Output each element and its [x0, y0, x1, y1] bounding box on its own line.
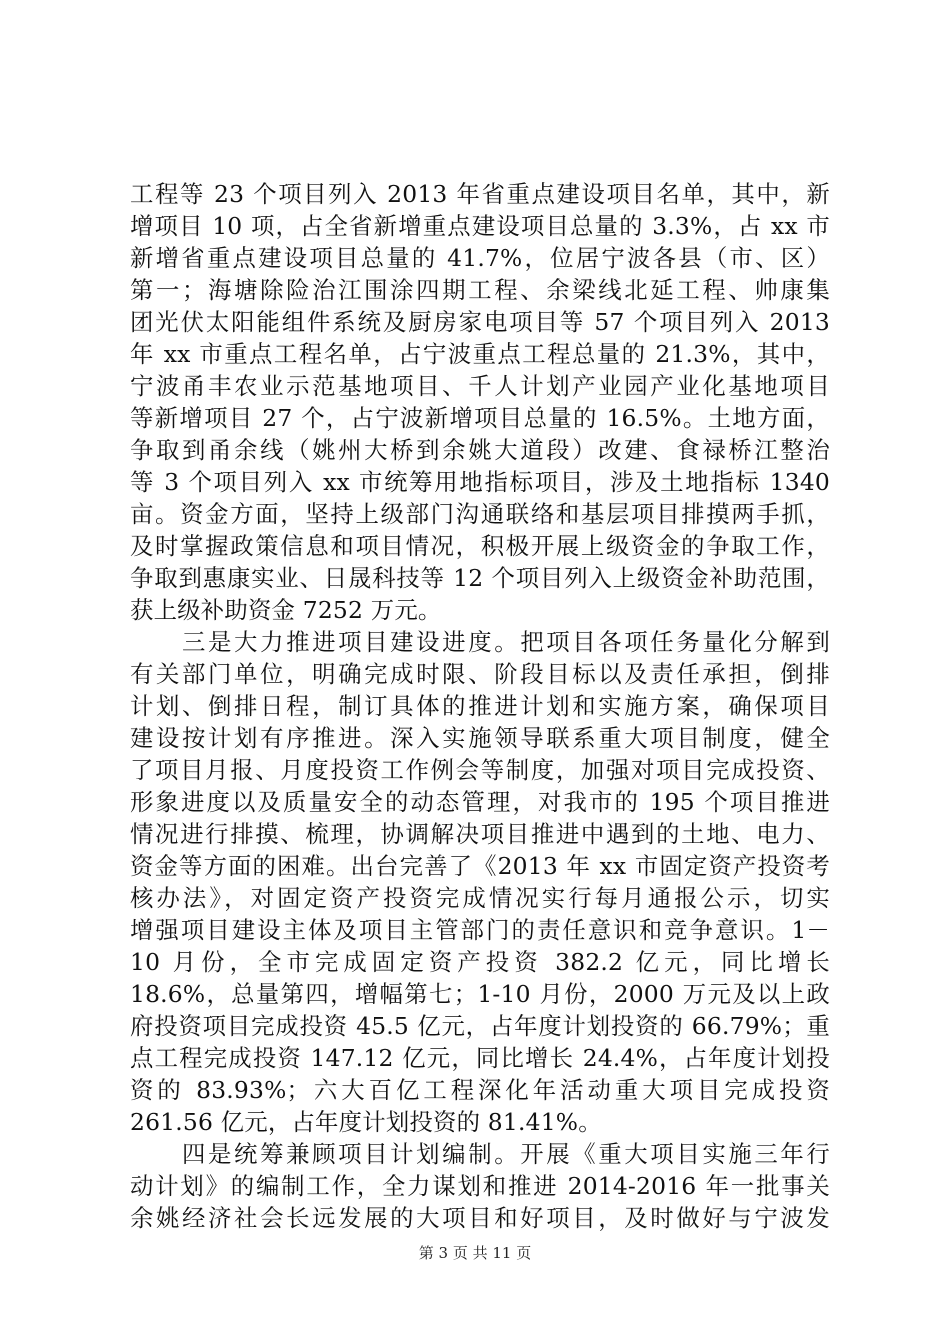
- text-line: 及时掌握政策信息和项目情况，积极开展上级资金的争取工作，: [130, 532, 830, 560]
- text-line: 261.56 亿元，占年度计划投资的 81.41%。: [130, 1108, 602, 1136]
- text-line: 工程等 23 个项目列入 2013 年省重点建设项目名单，其中，新: [130, 180, 830, 208]
- text-line: 年 xx 市重点工程名单，占宁波重点工程总量的 21.3%，其中，: [130, 340, 830, 368]
- text-line: 点工程完成投资 147.12 亿元，同比增长 24.4%，占年度计划投: [130, 1044, 830, 1072]
- text-line: 第一；海塘除险治江围涂四期工程、余梁线北延工程、帅康集: [130, 276, 830, 304]
- text-line: 亩。资金方面，坚持上级部门沟通联络和基层项目排摸两手抓，: [130, 500, 830, 528]
- text-line: 资金等方面的困难。出台完善了《2013 年 xx 市固定资产投资考: [130, 852, 830, 880]
- text-line: 宁波甬丰农业示范基地项目、千人计划产业园产业化基地项目: [130, 372, 830, 400]
- text-line: 动计划》的编制工作，全力谋划和推进 2014-2016 年一批事关: [130, 1172, 830, 1200]
- text-line: 计划、倒排日程，制订具体的推进计划和实施方案，确保项目: [130, 692, 830, 720]
- text-line: 形象进度以及质量安全的动态管理，对我市的 195 个项目推进: [130, 788, 830, 816]
- text-line: 等新增项目 27 个，占宁波新增项目总量的 16.5%。土地方面，: [130, 404, 830, 432]
- text-line: 府投资项目完成投资 45.5 亿元，占年度计划投资的 66.79%；重: [130, 1012, 830, 1040]
- text-line: 情况进行排摸、梳理，协调解决项目推进中遇到的土地、电力、: [130, 820, 830, 848]
- text-line: 三是大力推进项目建设进度。把项目各项任务量化分解到: [130, 628, 830, 656]
- text-line: 争取到惠康实业、日晟科技等 12 个项目列入上级资金补助范围，: [130, 564, 830, 592]
- text-line: 建设按计划有序推进。深入实施领导联系重大项目制度，健全: [130, 724, 830, 752]
- text-line: 四是统筹兼顾项目计划编制。开展《重大项目实施三年行: [130, 1140, 830, 1168]
- text-line: 余姚经济社会长远发展的大项目和好项目，及时做好与宁波发: [130, 1204, 830, 1232]
- text-line: 争取到甬余线（姚州大桥到余姚大道段）改建、食禄桥江整治: [130, 436, 830, 464]
- text-line: 新增省重点建设项目总量的 41.7%，位居宁波各县（市、区）: [130, 244, 830, 272]
- text-line: 有关部门单位，明确完成时限、阶段目标以及责任承担，倒排: [130, 660, 830, 688]
- text-line: 增强项目建设主体及项目主管部门的责任意识和竞争意识。1－: [130, 916, 830, 944]
- text-line: 团光伏太阳能组件系统及厨房家电项目等 57 个项目列入 2013: [130, 308, 830, 336]
- document-body: [130, 178, 830, 1234]
- text-line: 10 月份，全市完成固定资产投资 382.2 亿元，同比增长: [130, 948, 830, 976]
- text-line: 核办法》，对固定资产投资完成情况实行每月通报公示，切实: [130, 884, 830, 912]
- text-line: 18.6%，总量第四，增幅第七；1-10 月份，2000 万元及以上政: [130, 980, 830, 1008]
- text-line: 增项目 10 项，占全省新增重点建设项目总量的 3.3%，占 xx 市: [130, 212, 830, 240]
- text-line: 了项目月报、月度投资工作例会等制度，加强对项目完成投资、: [130, 756, 830, 784]
- page-footer: 第 3 页 共 11 页: [418, 1244, 532, 1262]
- text-line: 资的 83.93%；六大百亿工程深化年活动重大项目完成投资: [130, 1076, 830, 1104]
- text-line: 获上级补助资金 7252 万元。: [130, 596, 442, 624]
- text-line: 等 3 个项目列入 xx 市统筹用地指标项目，涉及土地指标 1340: [130, 468, 830, 496]
